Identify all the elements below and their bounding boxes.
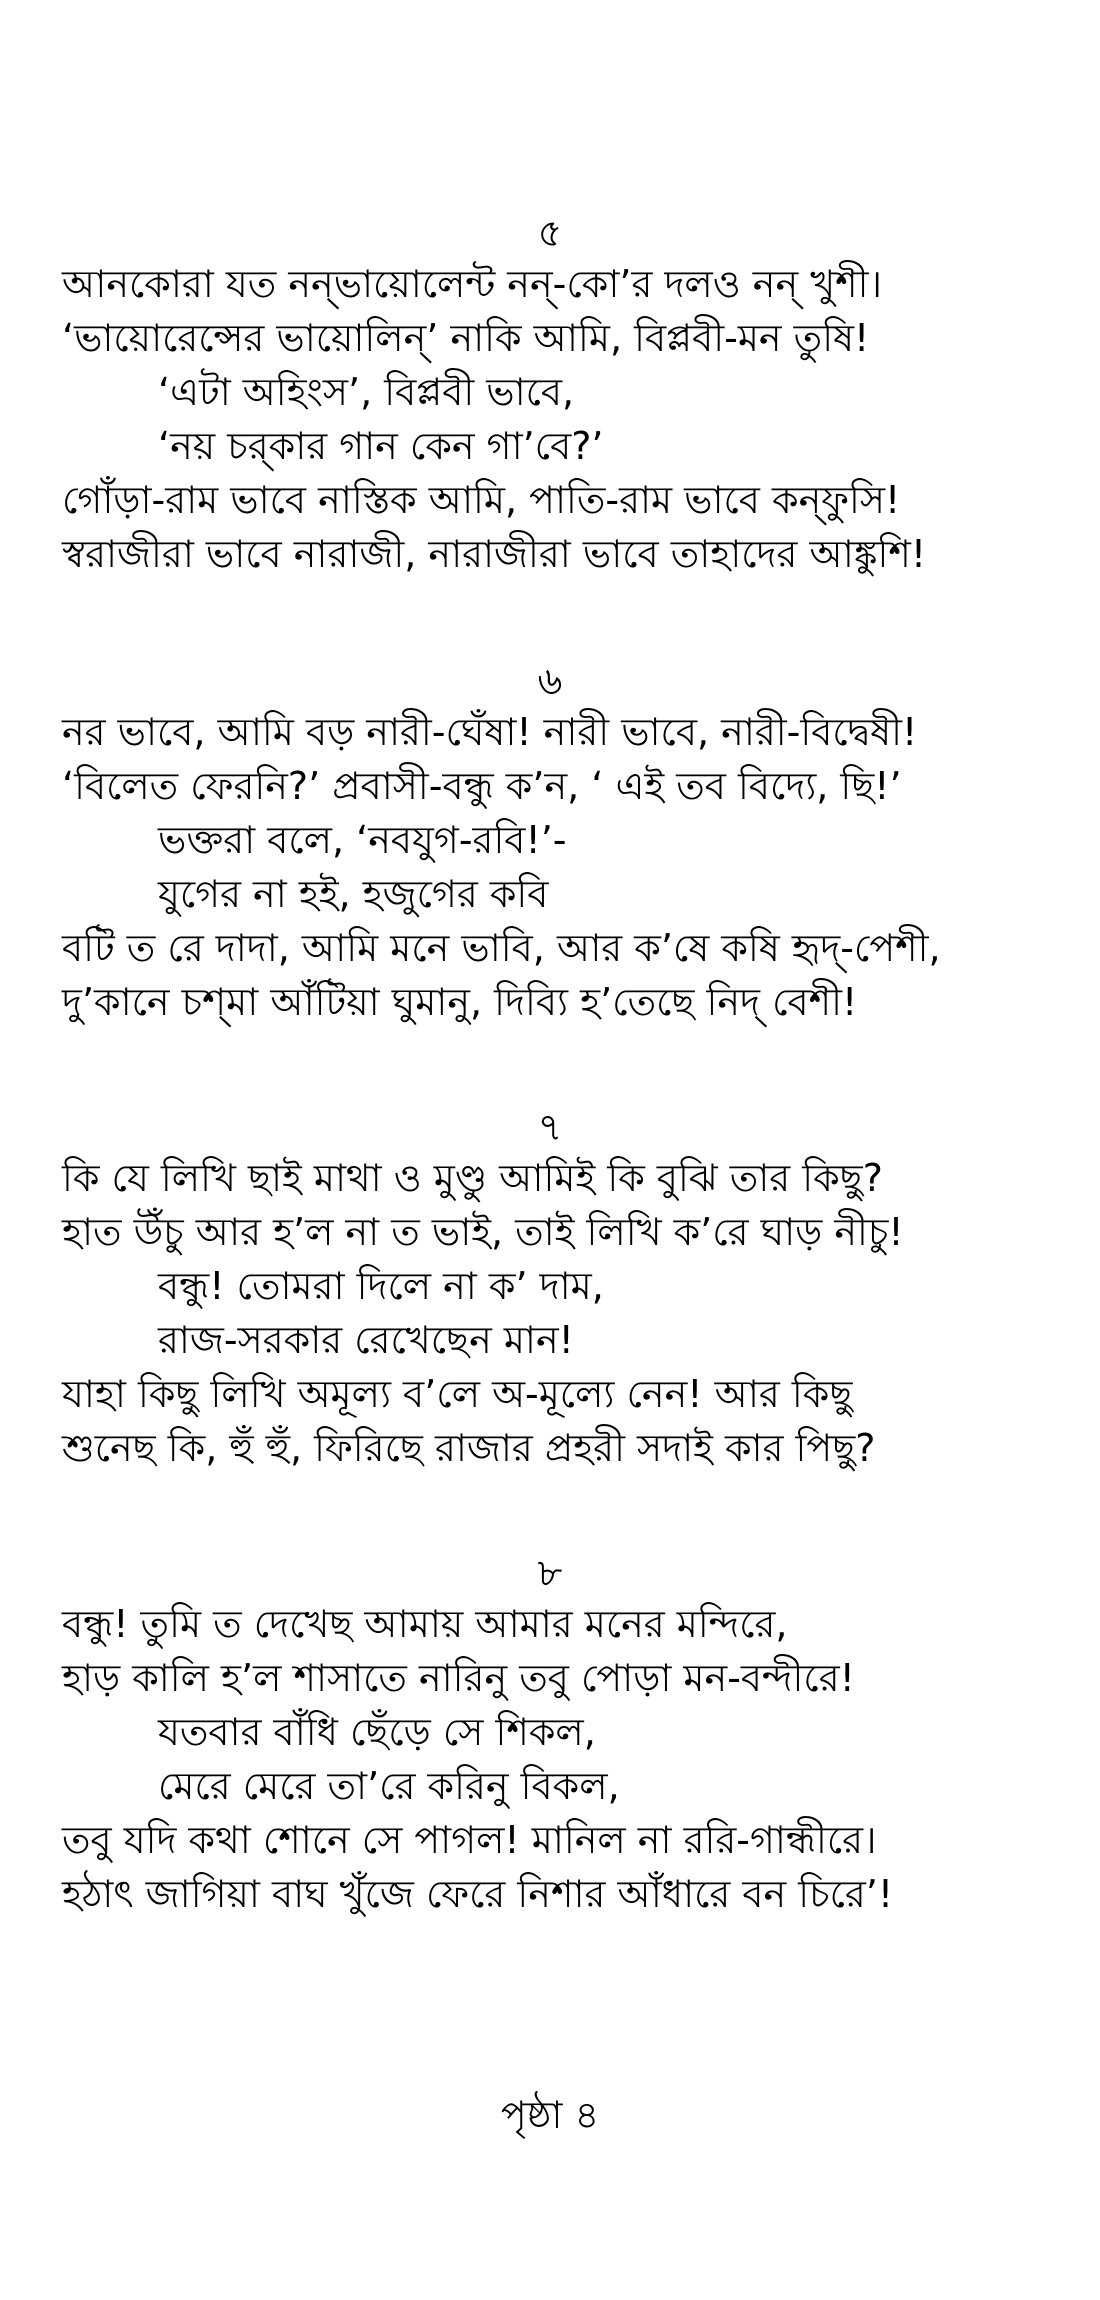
poem-line: ‘ভায়োরেন্সের ভায়োলিন্’ নাকি আমি, বিপ্লবী-মন তুষি! (62, 316, 870, 360)
poem-line: দু’কানে চশ্‌মা আঁটিয়া ঘুমানু, দিব্যি হ’তেছে নিদ্ বেশী! (62, 980, 858, 1024)
poem-line: হাত উঁচু আর হ’ল না ত ভাই, তাই লিখি ক’রে ঘাড় নীচু! (62, 1210, 904, 1254)
poem-line: বন্ধু! তোমরা দিলে না ক’ দাম, (158, 1264, 604, 1308)
poem-line: নর ভাবে, আমি বড় নারী-ঘেঁষা! নারী ভাবে, নারী-বিদ্বেষী! (62, 710, 918, 754)
poem-line: তবু যদি কথা শোনে সে পাগল! মানিল না ররি-গান্ধীরে। (62, 1818, 877, 1862)
stanza-number: ৫ (537, 211, 563, 255)
poem-line: গোঁড়া-রাম ভাবে নাস্তিক আমি, পাতি-রাম ভাবে কন্‌ফুসি! (62, 478, 901, 522)
page-number: পৃষ্ঠা ৪ (500, 2093, 600, 2137)
poem-line: রাজ-সরকার রেখেছেন মান! (158, 1318, 574, 1362)
stanza-number: ৮ (537, 1551, 563, 1595)
poem-line: হঠাৎ জাগিয়া বাঘ খুঁজে ফেরে নিশার আঁধারে বন চিরে’! (62, 1872, 894, 1916)
poem-line: যতবার বাঁধি ছেঁড়ে সে শিকল, (158, 1710, 596, 1754)
stanza-number: ৭ (537, 1105, 563, 1149)
poem-line: কি যে লিখি ছাই মাথা ও মুণ্ডু আমিই কি বুঝি তার কিছু? (62, 1156, 883, 1200)
poem-line: ‘নয় চর্‌কার গান কেন গা’বে?’ (158, 424, 604, 468)
poem-line: শুনেছ কি, হুঁ হুঁ, ফিরিছে রাজার প্রহরী সদাই কার পিছু? (62, 1426, 876, 1470)
poem-line: আনকোরা যত নন্‌ভায়োলেন্ট নন্-কো’র দলও নন্ খুশী। (62, 262, 883, 306)
poem-line: বটি ত রে দাদা, আমি মনে ভাবি, আর ক’ষে কষি হৃদ্-পেশী, (62, 926, 941, 970)
poem-line: যাহা কিছু লিখি অমূল্য ব’লে অ-মূল্যে নেন! আর কিছু (62, 1372, 853, 1416)
poem-line: ‘বিলেত ফেরনি?’ প্রবাসী-বন্ধু ক’ন, ‘ এই তব বিদ্যে, ছি!’ (62, 764, 902, 808)
poem-line: মেরে মেরে তা’রে করিনু বিকল, (158, 1764, 620, 1808)
poem-line: হাড় কালি হ’ল শাসাতে নারিনু তবু পোড়া মন-বন্দীরে! (62, 1656, 855, 1700)
stanza-number: ৬ (537, 659, 563, 703)
poem-line: ভক্তরা বলে, ‘নবযুগ-রবি!’- (158, 818, 567, 862)
poem-line: বন্ধু! তুমি ত দেখেছ আমায় আমার মনের মন্দিরে, (62, 1602, 788, 1646)
poem-line: ‘এটা অহিংস’, বিপ্লবী ভাবে, (158, 370, 575, 414)
poem-line: যুগের না হই, হজুগের কবি (158, 872, 549, 916)
poem-line: স্বরাজীরা ভাবে নারাজী, নারাজীরা ভাবে তাহাদের আঙ্কুশি! (62, 532, 927, 576)
